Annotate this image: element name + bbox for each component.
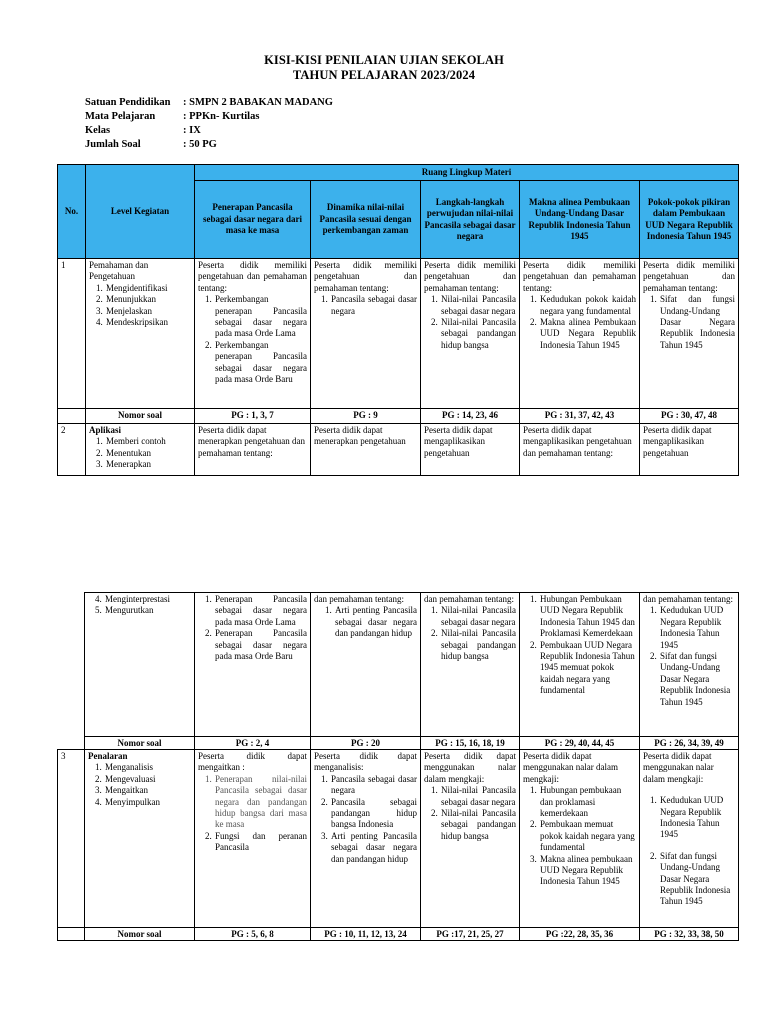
cell-intro: dan pemahaman tentang: xyxy=(314,594,404,604)
materi-cell: Peserta didik dapat mengaplikasikan pengetahuan xyxy=(640,424,739,476)
list-item: 3. Menerapkan xyxy=(105,459,191,470)
list-item: 1. Nilai-nilai Pancasila sebagai dasar negara xyxy=(440,294,516,317)
level-list xyxy=(88,762,191,808)
nomor-soal-value: PG :22, 28, 35, 36 xyxy=(520,928,640,941)
kisi-kisi-table-part2 xyxy=(84,592,739,750)
meta-row-satuan xyxy=(85,96,333,110)
list-item: 1. Kedudukan pokok kaidah negara yang fundamental xyxy=(539,294,636,317)
list-item: 2. Sifat dan fungsi Undang-Undang Dasar Negara Republik Indonesia Tahun 1945 xyxy=(659,851,735,908)
list-item: 2. Pembukaan UUD Negara Republik Indonesia Tahun 1945 memuat pokok kaidah negara yang fundamental xyxy=(539,640,636,697)
materi-cell xyxy=(640,750,739,928)
level-cell xyxy=(85,593,195,737)
list-item: 5. Mengurutkan xyxy=(104,605,191,616)
row-number: 1 xyxy=(58,259,86,409)
nomor-soal-value: PG : 10, 11, 12, 13, 24 xyxy=(311,928,421,941)
document-title-line1: KISI-KISI PENILAIAN UJIAN SEKOLAH xyxy=(264,53,504,67)
materi-list xyxy=(314,294,417,317)
level-list xyxy=(88,594,191,617)
nomor-soal-value: PG : 26, 34, 39, 49 xyxy=(640,737,739,750)
table-row-2 xyxy=(58,424,739,476)
nomor-soal-value: PG : 32, 33, 38, 50 xyxy=(640,928,739,941)
meta-label: Kelas xyxy=(85,125,111,136)
header-col-3: Langkah-langkah perwujudan nilai-nilai Pancasila sebagai dasar negara xyxy=(421,181,520,259)
list-item: 2. Perkembangan penerapan Pancasila sebagai dasar negara pada masa Orde Baru xyxy=(214,340,307,386)
nomor-soal-value: PG : 20 xyxy=(311,737,421,750)
list-item: 2. Nilai-nilai Pancasila sebagai pandangan hidup bangsa xyxy=(440,628,516,662)
table-row-2-continued xyxy=(85,593,739,737)
level-title: Aplikasi xyxy=(89,425,122,435)
document-title-line2: TAHUN PELAJARAN 2023/2024 xyxy=(292,68,476,82)
nomor-soal-label: Nomor soal xyxy=(85,737,195,750)
cell-intro: Peserta didik memiliki pengetahuan dan pemahaman tentang: xyxy=(314,260,417,293)
list-item: 1. Arti penting Pancasila sebagai dasar negara dan pandangan hidup xyxy=(334,605,417,639)
level-list xyxy=(89,436,191,470)
meta-row-jumlah xyxy=(85,138,333,152)
nomor-soal-value: PG :17, 21, 25, 27 xyxy=(421,928,520,941)
level-line: Pemahaman dan xyxy=(89,260,149,270)
level-cell xyxy=(86,259,195,409)
list-item: 1. Kedudukan UUD Negara Republik Indonesia Tahun 1945 xyxy=(659,605,735,651)
list-item: 1. Menganalisis xyxy=(104,762,191,773)
level-cell xyxy=(85,750,195,928)
list-item: 1. Hubungan Pembukaan UUD Negara Republik Indonesia Tahun 1945 dan Proklamasi Kemerdekaan xyxy=(539,594,636,640)
list-item: 1. Penerapan nilai-nilai Pancasila sebagai dasar negara dan pandangan hidup bangsa dari masa ke masa xyxy=(214,774,307,831)
materi-cell xyxy=(520,593,640,737)
materi-cell xyxy=(520,750,640,928)
list-item: 2. Sifat dan fungsi Undang-Undang Dasar Negara Republik Indonesia Tahun 1945 xyxy=(659,651,735,708)
cell-intro: Peserta didik dapat menggunakan nalar dalam mengkaji: xyxy=(523,751,618,784)
materi-cell xyxy=(421,259,520,409)
list-item: 3. Arti penting Pancasila sebagai dasar negara dan pandangan hidup xyxy=(330,831,417,865)
cell-intro: Peserta didik memiliki pengetahuan dan pemahaman tentang: xyxy=(643,260,736,293)
row-number: 2 xyxy=(58,424,86,476)
cell-intro: Peserta didik memiliki pengetahuan dan pemahaman tentang: xyxy=(523,260,636,293)
list-item: 1. Nilai-nilai Pancasila sebagai dasar negara xyxy=(440,785,516,808)
list-item: 1. Pancasila sebagai dasar negara xyxy=(330,294,417,317)
materi-cell xyxy=(640,259,739,409)
materi-cell: Peserta didik dapat mengaplikasikan pengetahuan dan pemahaman tentang: xyxy=(520,424,640,476)
list-item: 1. Nilai-nilai Pancasila sebagai dasar negara xyxy=(440,605,516,628)
materi-cell xyxy=(311,593,421,737)
nomor-soal-row-2 xyxy=(85,737,739,750)
materi-list xyxy=(523,594,636,697)
materi-cell: Peserta didik dapat mengaplikasikan pengetahuan xyxy=(421,424,520,476)
materi-cell xyxy=(311,259,421,409)
meta-value: : 50 PG xyxy=(183,139,217,150)
materi-cell xyxy=(640,593,739,737)
materi-list xyxy=(424,294,516,351)
list-item: 3. Menjelaskan xyxy=(105,306,191,317)
list-item: 2. Pembukaan memuat pokok kaidah negara yang fundamental xyxy=(539,819,636,853)
list-item: 1. Mengidentifikasi xyxy=(105,283,191,294)
cell-intro: Peserta didik memiliki pengetahuan dan pemahaman tentang: xyxy=(424,260,516,293)
cell-intro: Peserta didik dapat menggunakan nalar dalam mengkaji: xyxy=(643,751,714,784)
nomor-soal-row-1 xyxy=(58,409,739,424)
materi-cell: Peserta didik dapat menerapkan pengetahuan xyxy=(311,424,421,476)
list-item: 1. Memberi contoh xyxy=(105,436,191,447)
meta-value: : PPKn- Kurtilas xyxy=(183,111,260,122)
meta-value: : SMPN 2 BABAKAN MADANG xyxy=(183,97,333,108)
materi-cell xyxy=(195,750,311,928)
nomor-soal-row-3 xyxy=(58,928,739,941)
nomor-soal-value: PG : 31, 37, 42, 43 xyxy=(520,409,640,424)
list-item: 2. Nilai-nilai Pancasila sebagai pandangan hidup bangsa xyxy=(440,808,516,842)
cell-intro: dan pemahaman tentang: xyxy=(643,594,733,604)
materi-list xyxy=(643,294,735,351)
cell-intro: dan pemahaman tentang: xyxy=(424,594,514,604)
header-no: No. xyxy=(58,165,86,259)
materi-list xyxy=(198,294,307,385)
list-item: 2. Menentukan xyxy=(105,448,191,459)
list-item: 1. Sifat dan fungsi Undang-Undang Dasar Negara Republik Indonesia Tahun 1945 xyxy=(659,294,735,351)
materi-cell xyxy=(195,593,311,737)
kisi-kisi-table-part1 xyxy=(57,164,739,476)
list-item: 4. Mendeskripsikan xyxy=(105,317,191,328)
header-col-2: Dinamika nilai-nilai Pancasila sesuai dengan perkembangan zaman xyxy=(311,181,421,259)
nomor-soal-value: PG : 15, 16, 18, 19 xyxy=(421,737,520,750)
materi-list xyxy=(198,594,307,662)
list-item: 2. Fungsi dan peranan Pancasila xyxy=(214,831,307,854)
blank-cell xyxy=(58,409,86,424)
meta-label: Jumlah Soal xyxy=(85,139,141,150)
cell-intro: Peserta didik memiliki pengetahuan dan pemahaman tentang: xyxy=(198,260,307,293)
level-title: Penalaran xyxy=(88,751,128,761)
cell-intro: Peserta didik dapat menganalisis: xyxy=(314,751,417,773)
materi-cell xyxy=(311,750,421,928)
materi-cell: Peserta didik dapat menerapkan pengetahuan dan pemahaman tentang: xyxy=(195,424,311,476)
materi-cell xyxy=(520,259,640,409)
table-row-3 xyxy=(58,750,739,928)
list-item: 1. Pancasila sebagai dasar negara xyxy=(330,774,417,797)
list-item: 4. Menginterprestasi xyxy=(104,594,191,605)
header-level: Level Kegiatan xyxy=(86,165,195,259)
materi-list xyxy=(523,294,636,351)
cell-intro: Peserta didik dapat mengaitkan : xyxy=(198,751,307,773)
list-item: 2. Pancasila sebagai pandangan hidup bangsa Indonesia xyxy=(330,797,417,831)
materi-list xyxy=(643,795,735,908)
nomor-soal-value: PG : 14, 23, 46 xyxy=(421,409,520,424)
nomor-soal-value: PG : 29, 40, 44, 45 xyxy=(520,737,640,750)
materi-list xyxy=(643,605,735,708)
list-item: 1. Kedudukan UUD Negara Republik Indonesia Tahun 1945 xyxy=(659,795,735,841)
materi-cell xyxy=(195,259,311,409)
blank-cell xyxy=(58,928,85,941)
nomor-soal-value: PG : 9 xyxy=(311,409,421,424)
materi-list xyxy=(523,785,636,888)
nomor-soal-value: PG : 1, 3, 7 xyxy=(195,409,311,424)
list-item: 1. Perkembangan penerapan Pancasila sebagai dasar negara pada masa Orde Lama xyxy=(214,294,307,340)
meta-row-mapel xyxy=(85,110,333,124)
list-item: 2. Nilai-nilai Pancasila sebagai pandangan hidup bangsa xyxy=(440,317,516,351)
materi-cell xyxy=(421,750,520,928)
list-item: 4. Menyimpulkan xyxy=(104,797,191,808)
nomor-soal-label: Nomor soal xyxy=(86,409,195,424)
header-col-5: Pokok-pokok pikiran dalam Pembukaan UUD Negara Republik Indonesia Tahun 1945 xyxy=(640,181,739,259)
meta-label: Mata Pelajaran xyxy=(85,111,156,122)
table-row-1 xyxy=(58,259,739,409)
level-line: Pengetahuan xyxy=(89,271,135,282)
level-cell xyxy=(86,424,195,476)
materi-list xyxy=(424,785,516,842)
nomor-soal-value: PG : 30, 47, 48 xyxy=(640,409,739,424)
list-item: 1. Penerapan Pancasila sebagai dasar negara pada masa Orde Lama xyxy=(214,594,307,628)
list-item: 1. Hubungan pembukaan dan proklamasi kemerdekaan xyxy=(539,785,636,819)
list-item: 2. Makna alinea Pembukaan UUD Negara Republik Indonesia Tahun 1945 xyxy=(539,317,636,351)
materi-list xyxy=(424,605,516,662)
nomor-soal-label: Nomor soal xyxy=(85,928,195,941)
list-item: 2. Penerapan Pancasila sebagai dasar negara pada masa Orde Baru xyxy=(214,628,307,662)
materi-list xyxy=(198,774,307,854)
header-col-1: Penerapan Pancasila sebagai dasar negara dari masa ke masa xyxy=(195,181,311,259)
materi-cell xyxy=(421,593,520,737)
cell-intro: Peserta didik dapat menggunakan nalar dalam mengkaji: xyxy=(424,751,516,784)
list-item: 3. Mengaitkan xyxy=(104,785,191,796)
level-list xyxy=(89,283,191,329)
materi-list xyxy=(314,774,417,865)
meta-value: : IX xyxy=(183,125,201,136)
document-meta xyxy=(85,96,333,152)
list-item: 2. Mengevaluasi xyxy=(104,774,191,785)
list-item: 2. Menunjukkan xyxy=(105,294,191,305)
header-col-4: Makna alinea Pembukaan Undang-Undang Dasar Republik Indonesia Tahun 1945 xyxy=(520,181,640,259)
row-number: 3 xyxy=(58,750,85,928)
nomor-soal-value: PG : 5, 6, 8 xyxy=(195,928,311,941)
nomor-soal-value: PG : 2, 4 xyxy=(195,737,311,750)
list-item: 3. Makna alinea pembukaan UUD Negara Republik Indonesia Tahun 1945 xyxy=(539,854,636,888)
meta-label: Satuan Pendidikan xyxy=(85,97,171,108)
header-ruang-lingkup: Ruang Lingkup Materi xyxy=(195,165,739,181)
meta-row-kelas xyxy=(85,124,333,138)
kisi-kisi-table-part3 xyxy=(57,749,739,941)
materi-list xyxy=(314,605,417,639)
